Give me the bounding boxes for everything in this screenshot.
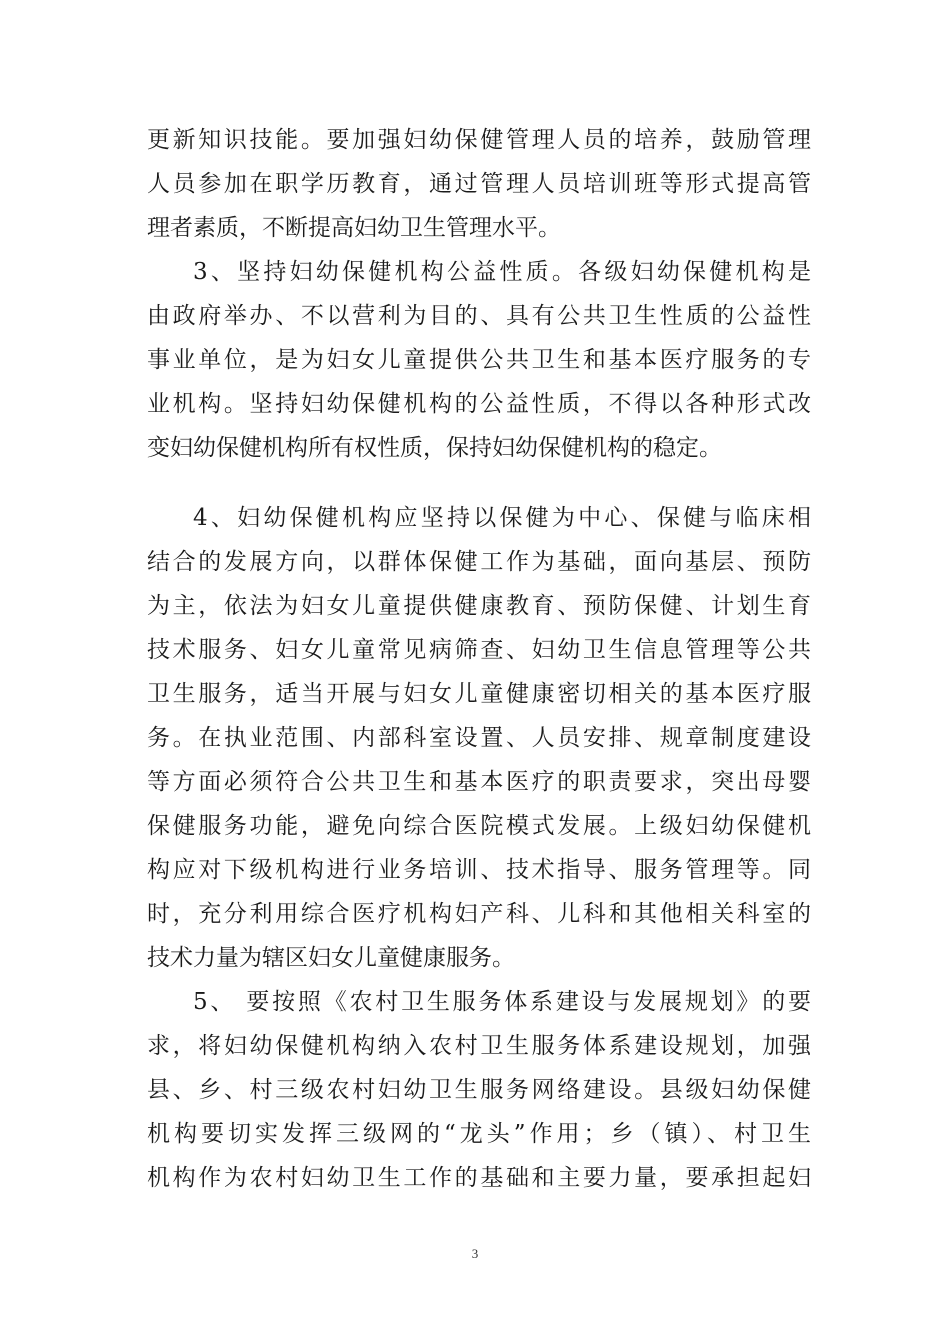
text-line: 变妇幼保健机构所有权性质，保持妇幼保健机构的稳定。 <box>147 435 722 461</box>
paragraph-item-4 <box>147 496 811 980</box>
text-line: 3、坚持妇幼保健机构公益性质。各级妇幼保健机构是 <box>193 259 811 285</box>
text-line: 构应对下级机构进行业务培训、技术指导、服务管理等。同 <box>147 857 811 883</box>
text-line: 保健服务功能，避免向综合医院模式发展。上级妇幼保健机 <box>147 813 811 839</box>
text-line: 等方面必须符合公共卫生和基本医疗的职责要求，突出母婴 <box>147 769 811 795</box>
text-line: 理者素质，不断提高妇幼卫生管理水平。 <box>147 215 561 241</box>
document-body <box>147 118 811 1200</box>
text-line: 机构作为农村妇幼卫生工作的基础和主要力量，要承担起妇 <box>147 1165 811 1191</box>
text-line: 县、乡、村三级农村妇幼卫生服务网络建设。县级妇幼保健 <box>147 1077 811 1103</box>
text-line: 5、 要按照《农村卫生服务体系建设与发展规划》的要 <box>193 989 811 1015</box>
paragraph-gap <box>147 470 811 496</box>
text-line: 技术服务、妇女儿童常见病筛查、妇幼卫生信息管理等公共 <box>147 637 811 663</box>
paragraph-continuation <box>147 118 811 250</box>
text-line: 务。在执业范围、内部科室设置、人员安排、规章制度建设 <box>147 725 811 751</box>
text-line: 更新知识技能。要加强妇幼保健管理人员的培养，鼓励管理 <box>147 127 811 153</box>
text-line: 技术力量为辖区妇女儿童健康服务。 <box>147 945 515 971</box>
text-line: 由政府举办、不以营利为目的、具有公共卫生性质的公益性 <box>147 303 811 329</box>
text-line: 卫生服务，适当开展与妇女儿童健康密切相关的基本医疗服 <box>147 681 811 707</box>
paragraph-item-5 <box>147 980 811 1200</box>
text-line: 业机构。坚持妇幼保健机构的公益性质，不得以各种形式改 <box>147 391 811 417</box>
page-number: 3 <box>471 1246 479 1261</box>
paragraph-item-3 <box>147 250 811 470</box>
text-line: 时，充分利用综合医疗机构妇产科、儿科和其他相关科室的 <box>147 901 811 927</box>
text-line: 为主，依法为妇女儿童提供健康教育、预防保健、计划生育 <box>147 593 811 619</box>
text-line: 事业单位，是为妇女儿童提供公共卫生和基本医疗服务的专 <box>147 347 811 373</box>
text-line: 求，将妇幼保健机构纳入农村卫生服务体系建设规划，加强 <box>147 1033 811 1059</box>
text-line: 人员参加在职学历教育，通过管理人员培训班等形式提高管 <box>147 171 811 197</box>
text-line: 结合的发展方向，以群体保健工作为基础，面向基层、预防 <box>147 549 811 575</box>
text-line: 4、妇幼保健机构应坚持以保健为中心、保健与临床相 <box>193 505 811 531</box>
text-line: 机构要切实发挥三级网的“龙头”作用；乡（镇）、村卫生 <box>147 1121 811 1147</box>
